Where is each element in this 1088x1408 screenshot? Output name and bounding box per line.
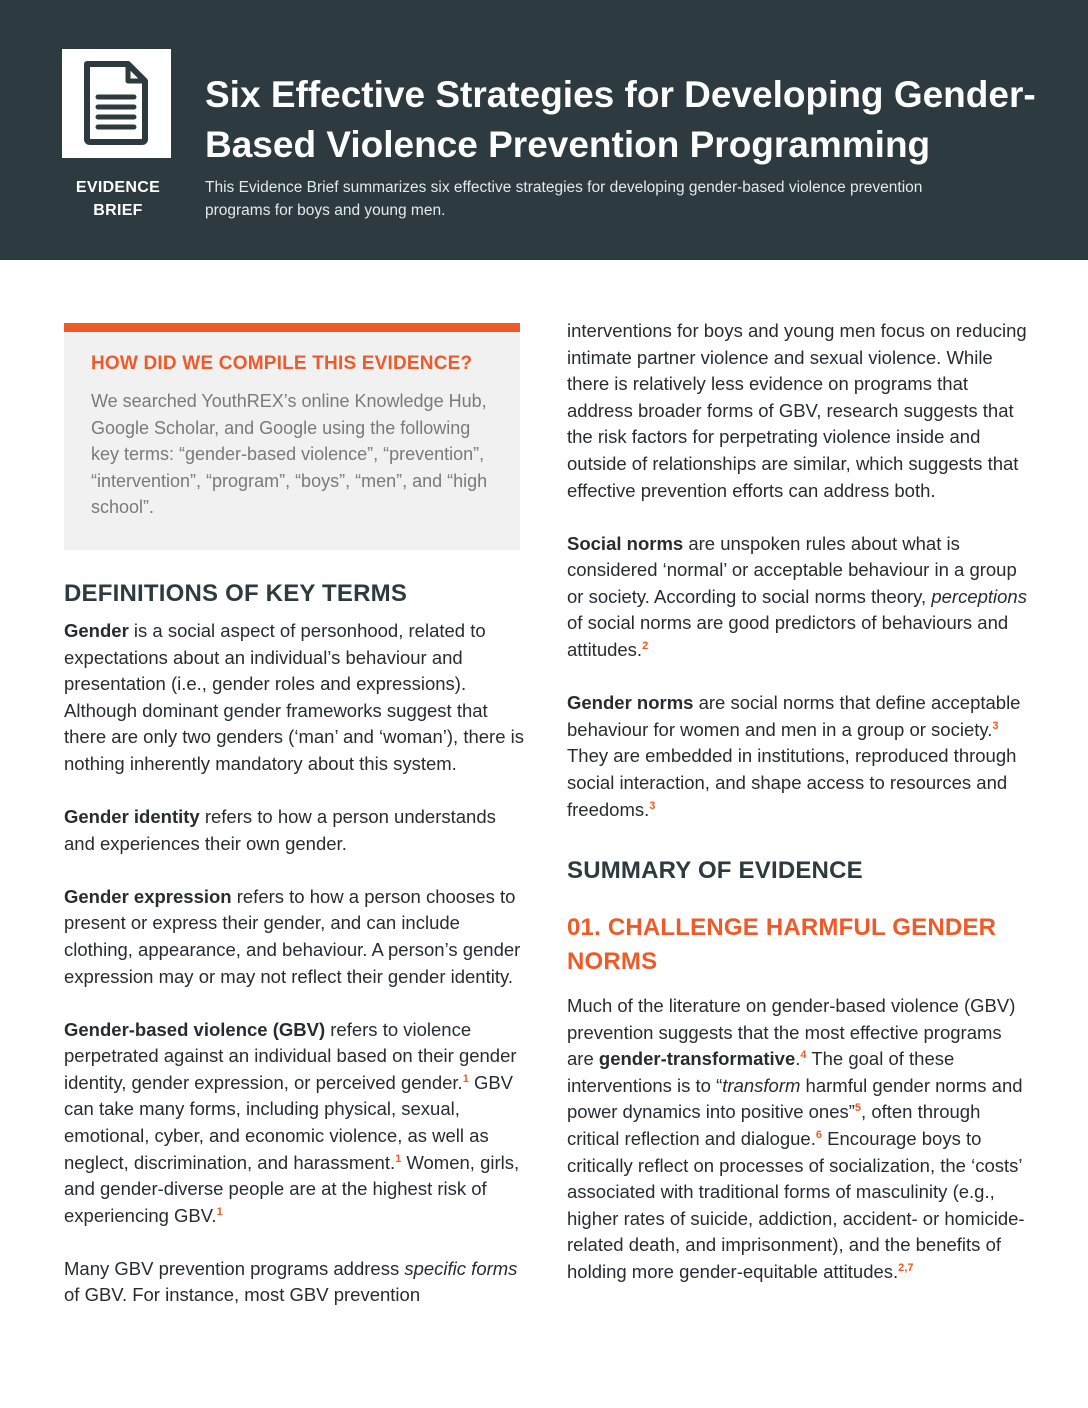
- footnote-ref[interactable]: 1: [462, 1072, 469, 1085]
- definition-gbv: [64, 1017, 524, 1230]
- strategy-1-text-1: Much of the literature on gender-based violence (GBV) prevention suggests that the most effective programs are: [567, 995, 1016, 1070]
- page-subtitle: This Evidence Brief summarizes six effective strategies for developing gender-based violence prevention programs for boys and young men.: [205, 179, 923, 219]
- footnote-ref[interactable]: 3: [992, 719, 999, 732]
- badge-line-1: EVIDENCE: [75, 179, 161, 196]
- strategy-1-heading: 01. CHALLENGE HARMFUL GENDER NORMS: [567, 914, 997, 976]
- strategy-1-emphasis: transform: [722, 1074, 801, 1096]
- definition-social-norms-text-1: are unspoken rules about what is considered ‘normal’ or acceptable behaviour in a group or society. According to social norms theory,: [567, 532, 1017, 607]
- callout-heading: HOW DID WE COMPILE THIS EVIDENCE?: [91, 353, 473, 374]
- term-social-norms: Social norms: [567, 532, 684, 554]
- footnote-ref[interactable]: 3: [649, 799, 656, 812]
- definition-gbv-text-3: Women, girls, and gender-diverse people are at the highest risk of experiencing GBV.: [64, 1151, 520, 1226]
- definition-gbv-text-1: refers to violence perpetrated against an individual based on their gender identity, gender expression, or perceived gender.: [64, 1018, 517, 1093]
- right-column: [567, 318, 1027, 1286]
- footnote-ref[interactable]: 5: [854, 1102, 862, 1115]
- document-icon-tile: [62, 49, 171, 158]
- left-column: [64, 578, 524, 1309]
- footnote-ref[interactable]: 2: [642, 639, 649, 652]
- gbv-forms-text-2: of GBV. For instance, most GBV prevention: [64, 1284, 421, 1306]
- gbv-forms-emphasis: specific forms: [404, 1257, 518, 1279]
- social-norms-emphasis: perceptions: [931, 585, 1027, 607]
- definition-social-norms: [567, 531, 1027, 664]
- callout-body: We searched YouthREX’s online Knowledge Hub, Google Scholar, and Google using the following key terms: “gender-based violence”, “prevention”, “intervention”, “program”, “boys”, “men”, and “high school”.: [91, 391, 488, 517]
- strategy-1-text-5: , often through critical reflection and dialogue.: [567, 1101, 981, 1150]
- page-title: Six Effective Strategies for Developing Gender-Based Violence Prevention Programming: [205, 74, 1036, 165]
- definition-gender-expression-text: refers to how a person chooses to present or express their gender, and can include clothing, appearance, and behaviour. A person’s gender expression may or may not reflect their gender identity.: [64, 885, 521, 987]
- strategy-1-text-2: .: [795, 1048, 801, 1070]
- term-gender-norms: Gender norms: [567, 692, 694, 714]
- strategy-1-text-4: harmful gender norms and power dynamics into positive ones”: [567, 1074, 1023, 1123]
- definitions-heading: DEFINITIONS OF KEY TERMS: [64, 580, 408, 607]
- definition-social-norms-text-2: of social norms are good predictors of behaviours and attitudes.: [567, 612, 1009, 661]
- badge-line-2: BRIEF: [93, 202, 143, 219]
- definition-gender-norms: [567, 690, 1027, 823]
- methodology-callout: [64, 323, 520, 550]
- definition-gbv-text-2: GBV can take many forms, including physical, sexual, emotional, cyber, and economic violence, as well as neglect, discrimination, and harassment.: [64, 1071, 514, 1173]
- definition-gender: [64, 618, 524, 778]
- header-banner: [0, 0, 1088, 260]
- term-gbv: Gender-based violence (GBV): [64, 1018, 326, 1040]
- summary-heading: SUMMARY OF EVIDENCE: [567, 857, 863, 885]
- gbv-forms-paragraph: [64, 1256, 524, 1309]
- definition-gender-norms-text-2: They are embedded in institutions, reproduced through social interaction, and shape access to resources and freedoms.: [567, 745, 1017, 820]
- definition-gender-expression: [64, 884, 524, 990]
- strategy-1-text-6: Encourage boys to critically reflect on processes of socialization, the ‘costs’ associated with traditional forms of masculinity (e.g., higher rates of suicide, addiction, accident- or homicide-related death, and imprisonment), and the benefits of holding more gender-equitable attitudes.: [567, 1128, 1025, 1283]
- gbv-forms-text-1: Many GBV prevention programs address: [64, 1257, 405, 1279]
- strategy-1-text-3: The goal of these interventions is to “: [567, 1048, 955, 1096]
- definition-gender-norms-text-1: are social norms that define acceptable behaviour for women and men in a group or society.: [567, 692, 1021, 740]
- footnote-ref[interactable]: 6: [815, 1128, 822, 1141]
- term-gender: Gender: [64, 620, 129, 641]
- term-gender-identity: Gender identity: [64, 806, 200, 828]
- footnote-ref[interactable]: 1: [395, 1152, 402, 1165]
- term-gender-expression: Gender expression: [64, 885, 232, 907]
- definition-gender-identity-text: refers to how a person understands and experiences their own gender.: [64, 806, 496, 854]
- footnote-ref[interactable]: 2,7: [898, 1261, 914, 1274]
- gbv-forms-continued: interventions for boys and young men focus on reducing intimate partner violence and sexual violence. While there is relatively less evidence on programs that address broader forms of GBV, research suggests that the risk factors for perpetrating violence inside and outside of relationships are similar, which suggests that effective prevention efforts can address both.: [567, 320, 1027, 501]
- document-icon: [82, 61, 150, 145]
- footnote-ref[interactable]: 4: [800, 1049, 807, 1062]
- evidence-brief-badge: [58, 176, 178, 222]
- footnote-ref[interactable]: 1: [216, 1205, 223, 1218]
- strategy-1-body: [567, 993, 1027, 1286]
- strategy-1-strong: gender-transformative: [598, 1048, 796, 1070]
- definition-gender-identity: [64, 804, 524, 857]
- definition-gender-text: is a social aspect of personhood, related to expectations about an individual’s behaviour and presentation (i.e., gender roles and expressions). Although dominant gender frameworks suggest that there are only two genders (‘man’ and ‘woman’), there is nothing inherently mandatory about this system.: [64, 620, 524, 774]
